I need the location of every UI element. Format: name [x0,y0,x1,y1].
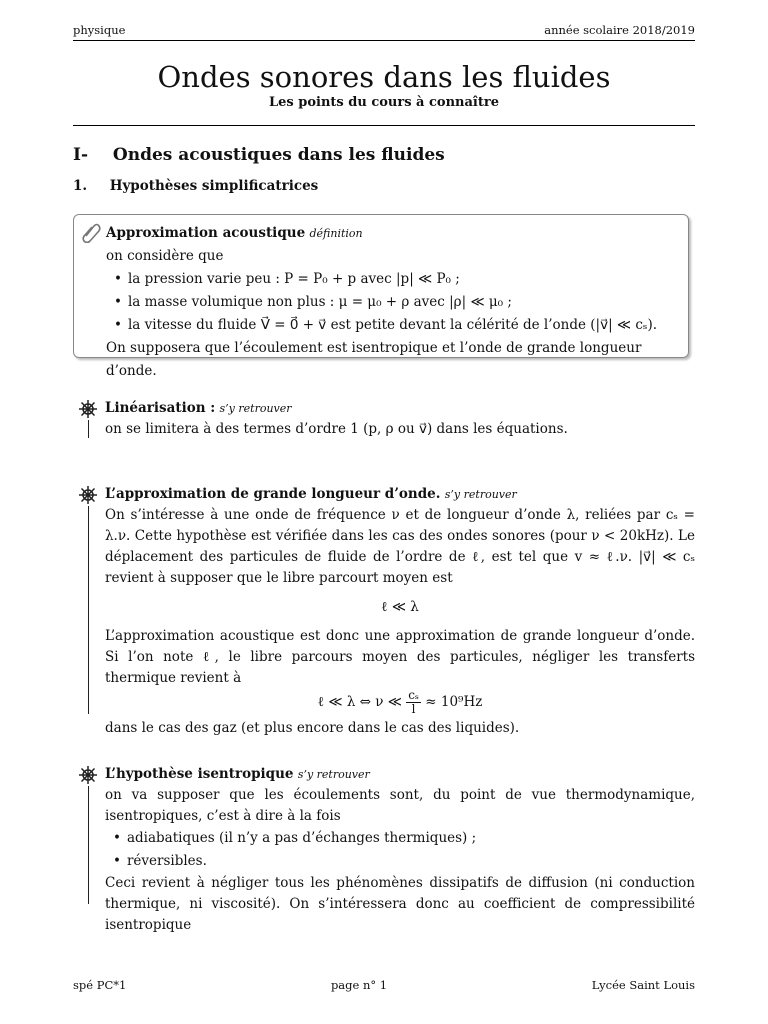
block-tag: s’y retrouver [444,488,517,501]
subsection-label: Hypothèses simplificatrices [109,178,319,194]
block-tag: s’y retrouver [297,768,370,781]
paperclip-icon [80,221,102,243]
left-rule [88,506,89,714]
paragraph: Ceci revient à négliger tous les phénomènes dissipatifs de diffusion (ni conduction thermique, ni viscosité). On s’intéressera donc au coefficient de compressibilité isentropique [105,875,695,933]
equation [105,689,695,716]
eq-left: ℓ ≪ λ ⇔ ν ≪ [317,694,402,710]
section-heading [73,145,445,165]
paragraph: dans le cas des gaz (et plus encore dans le cas des liquides). [105,720,520,736]
block-tag: s’y retrouver [219,402,292,415]
paragraph: On s’intéresse à une onde de fréquence ν et de longueur d’onde λ, reliées par cₛ = λ.ν. Cette hypothèse est vérifiée dans les cas des ondes sonores (pour ν < 20kHz). Le déplacement des particules de fluide de l’ordre de ℓ, est tel que v ≈ ℓ.ν. |v⃗| ≪ cₛ revient à supposer que le libre parcourt moyen est [105,507,695,586]
subsection-heading [73,178,318,194]
footer-school: Lycée Saint Louis [591,978,695,992]
isentropic-list [105,827,695,873]
wheel-icon [77,484,99,506]
definition-list [106,268,678,337]
list-item: • la pression varie peu : P = P₀ + p avec |p| ≪ P₀ ; [114,268,678,291]
linearisation-block [73,398,695,438]
page-subtitle: Les points du cours à connaître [269,95,499,110]
header-rule [73,40,695,41]
fraction-denominator: l [411,702,416,716]
left-rule [88,420,89,438]
definition-box [73,214,689,379]
list-item: • la vitesse du fluide V⃗ = 0⃗ + v⃗ est petite devant la célérité de l’onde (|v⃗| ≪ cₛ). [114,314,678,337]
footer-class: spé PC*1 [73,978,127,992]
definition-tag: définition [309,227,363,240]
definition-title: Approximation acoustique [106,225,306,241]
list-item: • la masse volumique non plus : μ = μ₀ + ρ avec |ρ| ≪ μ₀ ; [114,291,678,314]
block-title: L’hypothèse isentropique [105,766,294,782]
fraction-numerator: cₛ [408,688,419,702]
block-title: L’approximation de grande longueur d’onde. [105,486,441,502]
wheel-icon [77,398,99,420]
paragraph: on va supposer que les écoulements sont, du point de vue thermodynamique, isentropiques, c’est à dire à la fois [105,787,695,824]
definition-header [106,222,678,245]
long-wavelength-block [73,484,695,736]
footer-page: page n° 1 [330,978,388,992]
equation: ℓ ≪ λ [381,599,419,615]
section-label: Ondes acoustiques dans les fluides [112,145,445,165]
list-item: • adiabatiques (il n’y a pas d’échanges thermiques) ; [113,827,695,850]
list-item: • réversibles. [113,850,695,873]
definition-outro: On supposera que l’écoulement est isentropique et l’onde de grande longueur d’onde. [106,340,642,379]
page-footer [73,978,695,992]
definition-intro: on considère que [106,248,224,264]
header-subject: physique [73,23,126,37]
block-text: on se limitera à des termes d’ordre 1 (p, ρ ou v⃗) dans les équations. [105,421,568,437]
header-year: année scolaire 2018/2019 [544,23,695,37]
page-header [73,23,695,37]
left-rule [88,786,89,904]
title-rule [73,125,695,126]
eq-right: ≈ 10⁹Hz [425,694,483,710]
wheel-icon [77,764,99,786]
subsection-number: 1. [73,178,88,194]
block-title: Linéarisation : [105,400,216,416]
paragraph: L’approximation acoustique est donc une approximation de grande longueur d’onde. Si l’on note ℓ, le libre parcours moyen des particules, négliger les transferts thermique revient à [105,628,695,686]
isentropic-block [73,764,695,933]
section-number: I- [73,145,89,165]
page-title: Ondes sonores dans les fluides [157,60,611,94]
fraction [406,689,421,716]
